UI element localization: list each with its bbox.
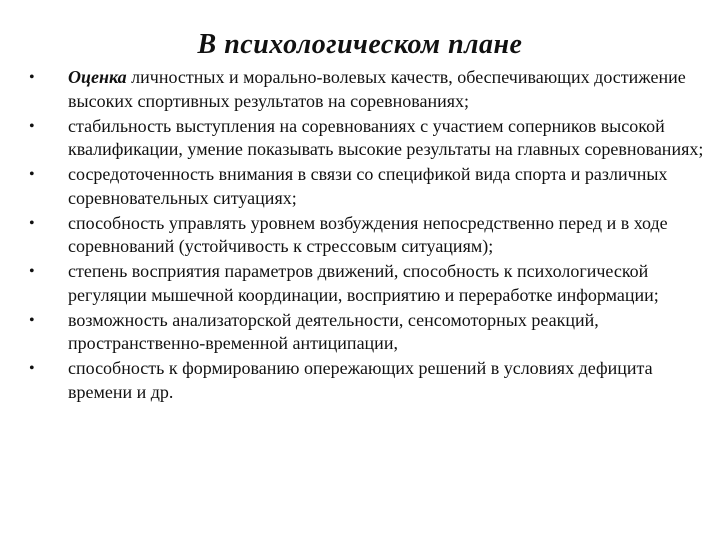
bullet-dot-icon: • bbox=[29, 166, 35, 183]
bullet-dot-icon: • bbox=[29, 117, 35, 135]
slide-title: В психологическом плане bbox=[197, 29, 523, 60]
bullet-text: степень восприятия параметров движений, способность к психологической регуляции мышечной координации, восприятию и переработке информации; bbox=[68, 261, 659, 305]
bullet-text: возможность анализаторской деятельности, сенсомоторных реакций, пространственно-временной антиципации, bbox=[68, 309, 599, 353]
bullet-item bbox=[26, 66, 706, 113]
bullet-text: личностных и морально-волевых качеств, обеспечивающих достижение высоких спортивных результатов на соревнованиях; bbox=[68, 67, 686, 111]
bullet-item bbox=[26, 115, 706, 162]
bullet-item bbox=[26, 163, 706, 210]
bullet-dot-icon: • bbox=[29, 360, 35, 377]
bullet-lead: Оценка bbox=[68, 67, 127, 87]
bullet-text: способность к формированию опережающих решений в условиях дефицита времени и др. bbox=[68, 358, 653, 402]
bullet-item bbox=[26, 309, 706, 356]
bullet-list bbox=[26, 66, 706, 406]
bullet-item bbox=[26, 357, 706, 404]
bullet-item bbox=[26, 260, 706, 307]
bullet-dot-icon: • bbox=[29, 311, 35, 329]
bullet-dot-icon: • bbox=[29, 69, 35, 86]
bullet-text: способность управлять уровнем возбуждения непосредственно перед и в ходе соревнований (устойчивость к стрессовым ситуациям); bbox=[68, 212, 668, 256]
bullet-text: сосредоточенность внимания в связи со спецификой вида спорта и различных соревновательных ситуациях; bbox=[68, 164, 668, 208]
bullet-text: стабильность выступления на соревнованиях с участием соперников высокой квалификации, умение показывать высокие результаты на главных соревнованиях; bbox=[68, 115, 704, 159]
bullet-item bbox=[26, 212, 706, 259]
bullet-dot-icon: • bbox=[29, 214, 35, 232]
bullet-dot-icon: • bbox=[29, 263, 35, 280]
